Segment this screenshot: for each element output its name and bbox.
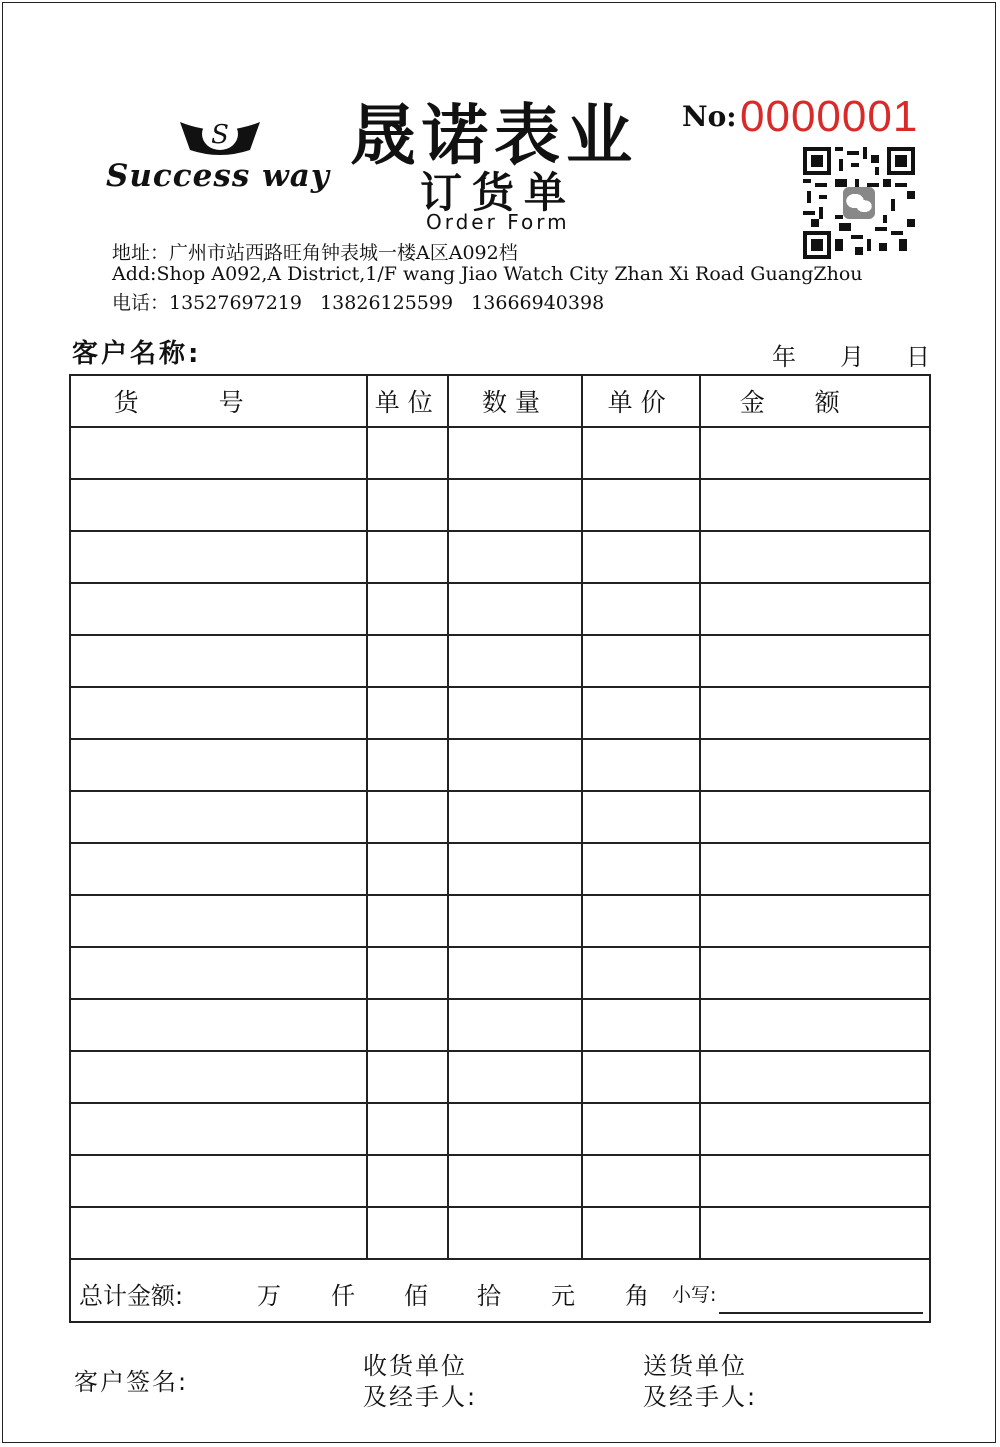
unit-yuan: 元 [551,1282,575,1310]
cell-amount[interactable] [700,739,931,791]
cell-unit[interactable] [367,895,448,947]
cell-item-no[interactable] [70,1051,367,1103]
cell-amount[interactable] [700,1103,931,1155]
cell-unit[interactable] [367,1155,448,1207]
cell-quantity[interactable] [448,479,582,531]
cell-unit-price[interactable] [582,427,700,479]
table-row [70,1051,930,1103]
cell-unit-price[interactable] [582,947,700,999]
cell-item-no[interactable] [70,947,367,999]
cell-item-no[interactable] [70,895,367,947]
receiver-label-line1: 收货单位 [363,1352,467,1380]
cell-quantity[interactable] [448,427,582,479]
date-day-label: 日 [906,343,930,371]
table-row [70,427,930,479]
cell-unit-price[interactable] [582,531,700,583]
cell-unit[interactable] [367,1207,448,1259]
cell-quantity[interactable] [448,531,582,583]
cell-amount[interactable] [700,791,931,843]
order-table [69,374,931,1323]
cell-quantity[interactable] [448,843,582,895]
col-header-unit: 单位 [367,375,448,427]
lowercase-label: 小写: [672,1284,717,1306]
cell-unit[interactable] [367,427,448,479]
table-row [70,531,930,583]
cell-unit-price[interactable] [582,791,700,843]
cell-amount[interactable] [700,583,931,635]
cell-unit-price[interactable] [582,635,700,687]
cell-item-no[interactable] [70,739,367,791]
date-month-label: 月 [840,343,864,371]
form-title-en: Order Form [426,210,570,234]
form-title-cn: 订货单 [420,168,577,217]
cell-item-no[interactable] [70,427,367,479]
cell-item-no[interactable] [70,999,367,1051]
cell-amount[interactable] [700,1155,931,1207]
lowercase-amount-line[interactable] [719,1312,923,1314]
cell-quantity[interactable] [448,687,582,739]
total-row [70,1259,930,1322]
table-row [70,1207,930,1259]
cell-item-no[interactable] [70,791,367,843]
logo-letter: S [211,120,229,150]
cell-item-no[interactable] [70,531,367,583]
cell-item-no[interactable] [70,635,367,687]
sender-label-line2: 及经手人: [643,1383,758,1411]
cell-quantity[interactable] [448,895,582,947]
cell-unit-price[interactable] [582,739,700,791]
cell-unit[interactable] [367,583,448,635]
cell-unit-price[interactable] [582,1103,700,1155]
cell-unit-price[interactable] [582,895,700,947]
table-row [70,479,930,531]
customer-signature-label: 客户签名: [74,1368,189,1396]
cell-amount[interactable] [700,531,931,583]
cell-quantity[interactable] [448,635,582,687]
cell-unit-price[interactable] [582,583,700,635]
table-header-row [70,375,930,427]
cell-quantity[interactable] [448,1207,582,1259]
unit-shi: 拾 [477,1282,501,1310]
col-header-item-no: 货号 [70,375,367,427]
cell-amount[interactable] [700,999,931,1051]
cell-quantity[interactable] [448,791,582,843]
cell-unit[interactable] [367,687,448,739]
unit-jiao: 角 [625,1282,649,1310]
phone-numbers: 电话：13527697219 13826125599 13666940398 [112,292,605,314]
col-header-amount: 金额 [700,375,931,427]
unit-bai: 佰 [404,1282,428,1310]
cell-item-no[interactable] [70,1103,367,1155]
cell-unit-price[interactable] [582,479,700,531]
cell-unit-price[interactable] [582,1051,700,1103]
cell-amount[interactable] [700,947,931,999]
table-row [70,843,930,895]
cell-unit-price[interactable] [582,1207,700,1259]
unit-wan: 万 [257,1282,281,1310]
total-amount-label: 总计金额: [79,1282,184,1310]
cell-quantity[interactable] [448,1155,582,1207]
form-number: 0000001 [740,92,919,141]
cell-amount[interactable] [700,687,931,739]
cell-unit[interactable] [367,1051,448,1103]
table-row [70,635,930,687]
cell-item-no[interactable] [70,583,367,635]
cell-unit[interactable] [367,791,448,843]
cell-quantity[interactable] [448,947,582,999]
cell-unit[interactable] [367,739,448,791]
cell-item-no[interactable] [70,1155,367,1207]
cell-amount[interactable] [700,1207,931,1259]
company-name: 晟诺表业 [350,96,638,174]
cell-unit-price[interactable] [582,687,700,739]
cell-amount[interactable] [700,427,931,479]
cell-item-no[interactable] [70,479,367,531]
qr-code-icon [803,147,915,259]
receiver-label-line2: 及经手人: [363,1383,478,1411]
cell-item-no[interactable] [70,843,367,895]
cell-item-no[interactable] [70,687,367,739]
table-row [70,999,930,1051]
cell-unit[interactable] [367,531,448,583]
table-row [70,583,930,635]
table-row [70,1155,930,1207]
cell-unit-price[interactable] [582,1155,700,1207]
col-header-quantity: 数量 [448,375,582,427]
cell-unit-price[interactable] [582,999,700,1051]
cell-amount[interactable] [700,895,931,947]
cell-unit-price[interactable] [582,843,700,895]
cell-quantity[interactable] [448,999,582,1051]
cell-amount[interactable] [700,635,931,687]
brand-script: Success way [106,158,330,194]
table-row [70,1103,930,1155]
cell-amount[interactable] [700,843,931,895]
cell-quantity[interactable] [448,1051,582,1103]
date-year-label: 年 [772,343,796,371]
cell-unit[interactable] [367,947,448,999]
address-en: Add:Shop A092,A District,1/F wang Jiao Watch City Zhan Xi Road GuangZhou [112,263,863,285]
table-row [70,791,930,843]
cell-amount[interactable] [700,479,931,531]
table-row [70,687,930,739]
number-label: No: [682,100,737,133]
cell-unit[interactable] [367,1103,448,1155]
cell-unit[interactable] [367,635,448,687]
cell-unit[interactable] [367,999,448,1051]
cell-unit[interactable] [367,843,448,895]
table-row [70,947,930,999]
cell-quantity[interactable] [448,583,582,635]
address-cn: 地址：广州市站西路旺角钟表城一楼A区A092档 [112,242,518,264]
cell-amount[interactable] [700,1051,931,1103]
col-header-unit-price: 单价 [582,375,700,427]
customer-name-label: 客户名称: [72,339,202,369]
cell-item-no[interactable] [70,1207,367,1259]
cell-quantity[interactable] [448,1103,582,1155]
unit-qian: 仟 [331,1282,355,1310]
table-row [70,895,930,947]
cell-unit[interactable] [367,479,448,531]
table-row [70,739,930,791]
sender-label-line1: 送货单位 [643,1352,747,1380]
cell-quantity[interactable] [448,739,582,791]
